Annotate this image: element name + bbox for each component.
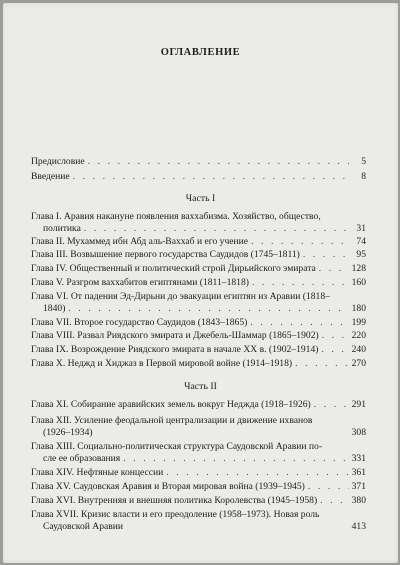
toc-entry-text-line2: 1840) xyxy=(43,302,66,314)
dot-leader xyxy=(123,453,348,465)
toc-entry-chapter-2 xyxy=(31,236,366,248)
toc-entry-chapter-14 xyxy=(31,467,366,479)
page-number: 371 xyxy=(351,481,366,492)
dot-leader xyxy=(88,156,349,168)
dot-leader xyxy=(295,358,349,370)
toc-entry-text-line1: Глава VI. От падения Эд-Дирьни до эвакуации египтян из Аравии (1818– xyxy=(31,291,330,302)
dot-leader xyxy=(84,223,349,235)
toc-entry-chapter-5 xyxy=(31,277,366,289)
dot-leader xyxy=(320,495,348,507)
toc-entry-text: Глава IV. Общественный и политический строй Дирьийского эмирата xyxy=(31,263,316,274)
dot-leader xyxy=(251,236,349,248)
page-number: 95 xyxy=(356,249,366,260)
toc-entry-chapter-3 xyxy=(31,249,366,261)
toc-entry-chapter-7 xyxy=(31,317,366,329)
dot-leader xyxy=(319,263,349,275)
page-number: 5 xyxy=(361,156,366,167)
page-title: ОГЛАВЛЕНИЕ xyxy=(160,47,241,58)
toc-entry-text: Глава XIV. Нефтяные концессии xyxy=(31,467,164,478)
dot-leader xyxy=(321,344,348,356)
toc-entry-text-line2: сле ее образования xyxy=(43,452,121,464)
toc-entry-text-line1: Глава XII. Усиление феодальной централизации и движение ихванов xyxy=(31,415,313,426)
page-number: 180 xyxy=(351,302,366,314)
toc-entry-text: Введение xyxy=(31,171,70,182)
toc-entry-text: Глава II. Мухаммед ибн Абд аль-Ваххаб и его учение xyxy=(31,236,249,247)
toc-entry-chapter-1 xyxy=(31,211,366,234)
toc-entry-text: Глава XI. Собирание аравийских земель вокруг Неджда (1918–1926) xyxy=(31,399,311,410)
page-number: 331 xyxy=(351,452,366,464)
toc-entry-chapter-10 xyxy=(31,358,366,370)
dot-leader xyxy=(322,330,349,342)
page-number: 413 xyxy=(351,520,366,532)
toc-entry-text-line1: Глава I. Аравия накануне появления ваххабизма. Хозяйство, общество, xyxy=(31,211,321,222)
dot-leader xyxy=(73,171,349,183)
toc-entry-text: Глава VII. Второе государство Саудидов (1843–1865) xyxy=(31,317,248,328)
dot-leader xyxy=(303,249,349,261)
toc-entry-chapter-6 xyxy=(31,291,366,314)
toc-entry-text: Глава V. Разгром ваххабитов египтянами (1811–1818) xyxy=(31,277,249,288)
toc-entry-text: Глава III. Возвышение первого государства Саудидов (1745–1811) xyxy=(31,249,300,260)
toc-entry-text-line1: Глава XIII. Социально-политическая структура Саудовской Аравии по- xyxy=(31,441,323,452)
toc-entry-text: Глава X. Неджд и Хиджаз в Первой мировой войне (1914–1918) xyxy=(31,358,293,369)
toc-entry-text-line2: Саудовской Аравии xyxy=(43,520,124,532)
page-number: 31 xyxy=(356,222,366,234)
dot-leader xyxy=(308,481,349,493)
toc-entry-text-line2: политика xyxy=(43,222,81,234)
toc-entry-text: Глава IX. Возрождение Риядского эмирата в начале XX в. (1902–1914) xyxy=(31,344,319,355)
page-number: 308 xyxy=(351,426,366,438)
dot-leader xyxy=(314,399,349,411)
toc-entry-chapter-9 xyxy=(31,344,366,356)
page-number: 74 xyxy=(356,236,366,247)
toc-entry-chapter-12 xyxy=(31,415,366,438)
toc-entry-chapter-4 xyxy=(31,263,366,275)
dot-leader xyxy=(68,303,348,315)
toc-entry-text: Предисловие xyxy=(31,156,85,167)
toc-entry-chapter-17 xyxy=(31,509,366,532)
toc-entry-text: Глава VIII. Развал Риядского эмирата и Джебель-Шаммар (1865–1902) xyxy=(31,330,319,341)
toc-entry-text: Глава XV. Саудовская Аравия и Вторая мировая война (1939–1945) xyxy=(31,481,305,492)
page-number: 270 xyxy=(351,358,366,369)
toc-entry-introduction xyxy=(31,171,366,183)
part-heading: Часть I xyxy=(185,193,216,204)
page-number: 220 xyxy=(351,330,366,341)
dot-leader xyxy=(166,467,348,479)
toc-entry-text-line1: Глава XVII. Кризис власти и его преодоление (1958–1973). Новая роль xyxy=(31,509,320,520)
page-number: 160 xyxy=(351,277,366,288)
dot-leader xyxy=(252,277,349,289)
toc-entry-chapter-15 xyxy=(31,481,366,493)
dot-leader xyxy=(250,317,348,329)
page-number: 361 xyxy=(351,467,366,478)
page-number: 380 xyxy=(351,495,366,506)
toc-entry-chapter-16 xyxy=(31,495,366,507)
page-number: 291 xyxy=(351,399,366,410)
page-number: 199 xyxy=(351,317,366,328)
toc-entry-text: Глава XVI. Внутренняя и внешняя политика Королевства (1945–1958) xyxy=(31,495,318,506)
page-number: 8 xyxy=(361,171,366,182)
toc-entry-chapter-8 xyxy=(31,330,366,342)
page-number: 240 xyxy=(351,344,366,355)
page-number: 128 xyxy=(351,263,366,274)
toc-entry-chapter-11 xyxy=(31,399,366,411)
part-heading: Часть II xyxy=(184,381,217,392)
toc-entry-text-line2: (1926–1934) xyxy=(43,426,93,438)
toc-entry-preface xyxy=(31,156,366,168)
book-page xyxy=(3,3,398,563)
toc-entry-chapter-13 xyxy=(31,441,366,464)
